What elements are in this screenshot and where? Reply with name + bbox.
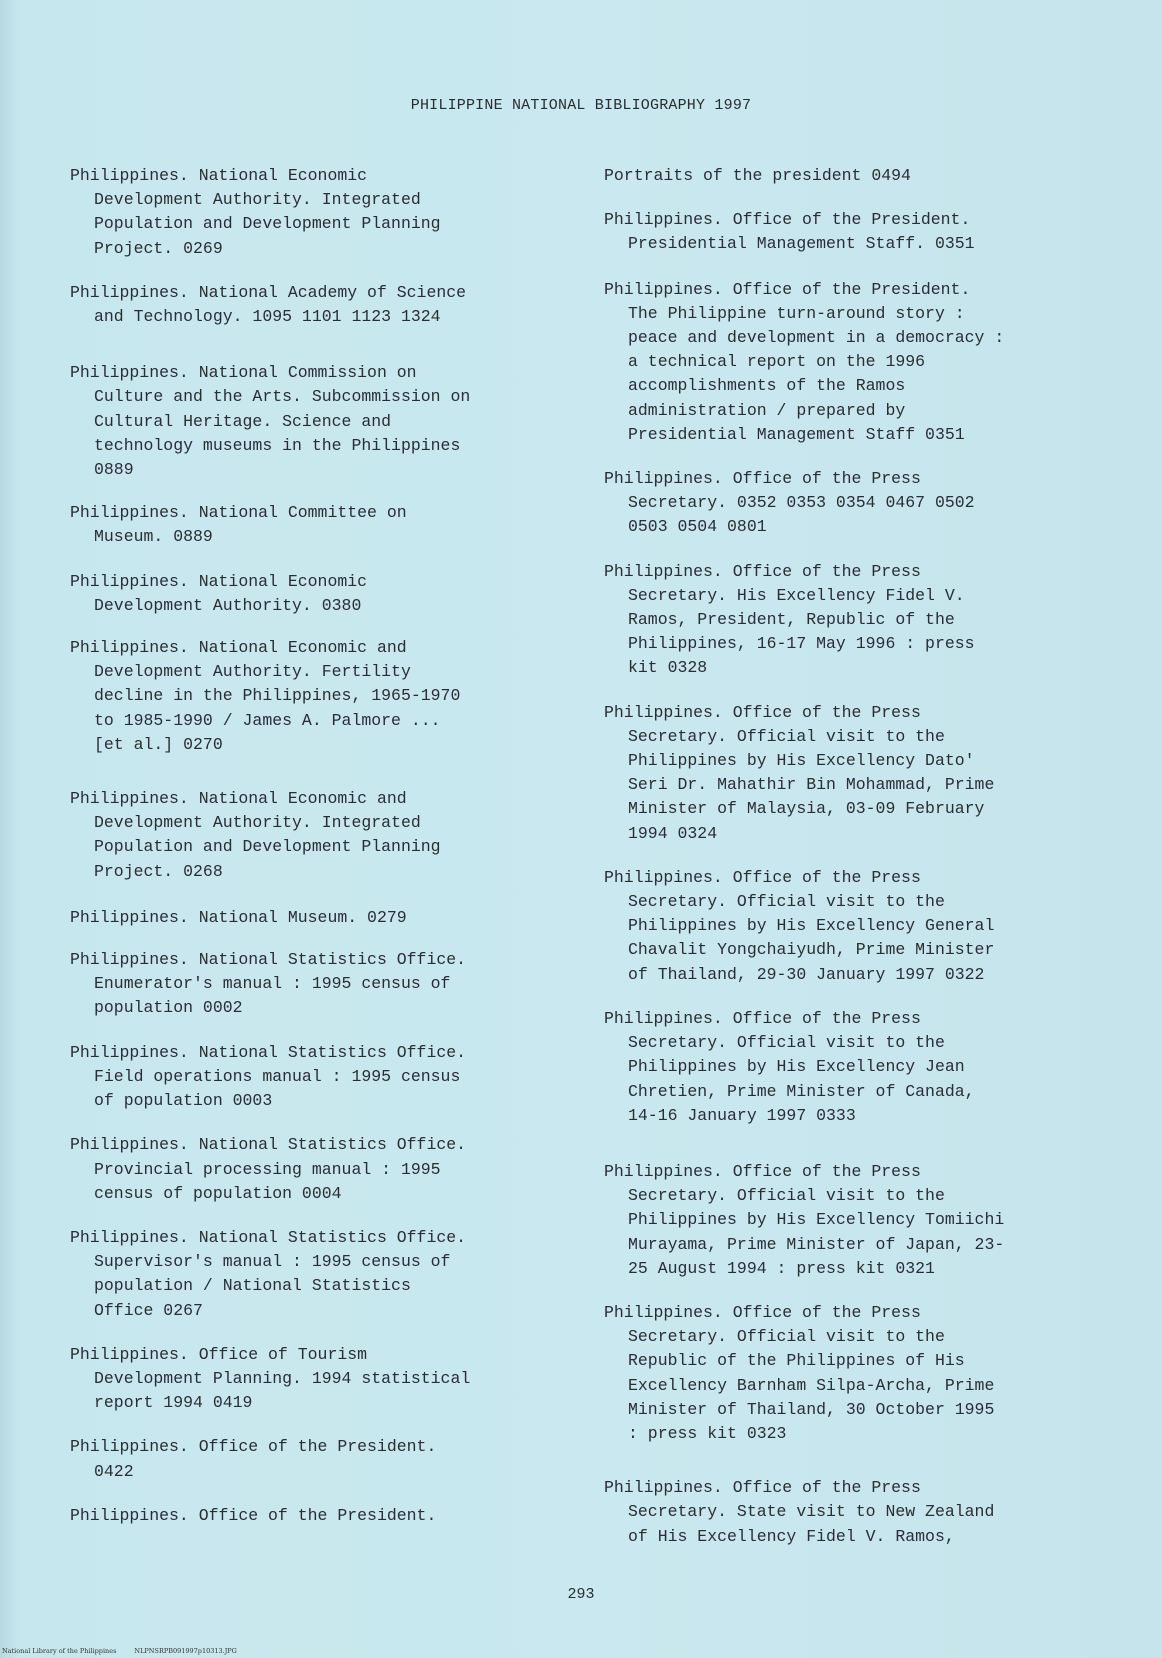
footer-library: National Library of the Philippines: [2, 1647, 117, 1655]
bibliography-entry: Philippines. Office of the Press Secretary. His Excellency Fidel V. Ramos, President, Republic of the Philippines, 16-17 May 1996 : press kit 0328: [604, 561, 975, 678]
page-number: 293: [567, 1586, 595, 1603]
bibliography-entry: Philippines. Office of the President.: [70, 1505, 437, 1525]
bibliography-entry: Philippines. National Museum. 0279: [70, 907, 407, 927]
bibliography-entry: Philippines. Office of the Press Secretary. State visit to New Zealand of His Excellency Fidel V. Ramos,: [604, 1478, 995, 1546]
right-column: [604, 164, 1149, 1549]
bibliography-entry: Philippines. National Economic Development Authority. Integrated Population and Development Planning Project. 0269: [70, 166, 441, 258]
bibliography-entry: Philippines. Office of the Press Secretary. Official visit to the Republic of the Philippines of His Excellency Barnham Silpa-Archa, Prime Minister of Thailand, 30 October 1995 : press kit 0323: [604, 1302, 995, 1443]
bibliography-entry: Philippines. National Academy of Science and Technology. 1095 1101 1123 1324: [70, 282, 467, 327]
bibliography-entry: Philippines. National Committee on Museum. 0889: [70, 503, 407, 547]
bibliography-entry: Philippines. Office of the Press Secretary. Official visit to the Philippines by His Excellency Tomiichi Murayama, Prime Minister of Japan, 23- 25 August 1994 : press kit 0321: [604, 1161, 1005, 1278]
bibliography-entry: Philippines. Office of the Press Secretary. 0352 0353 0354 0467 0502 0503 0504 0801: [604, 469, 975, 537]
bibliography-entry: Portraits of the president 0494: [604, 166, 911, 185]
bibliography-entry: Philippines. National Statistics Office. Field operations manual : 1995 census of population 0003: [70, 1042, 467, 1111]
bibliography-entry: Philippines. National Statistics Office. Supervisor's manual : 1995 census of population / National Statistics Office 0267: [70, 1227, 467, 1320]
bibliography-entry: Philippines. Office of the President. Presidential Management Staff. 0351: [604, 210, 975, 254]
left-column: [70, 164, 570, 1528]
footer-file: NLPNSRPB091997p10313.JPG: [134, 1647, 237, 1655]
bibliography-entry: Philippines. National Commission on Culture and the Arts. Subcommission on Cultural Heritage. Science and technology museums in the Philippines 0889: [70, 363, 471, 480]
bibliography-entry: Philippines. Office of the Press Secretary. Official visit to the Philippines by His Excellency Dato' Seri Dr. Mahathir Bin Mohammad, Prime Minister of Malaysia, 03-09 February 1994 0324: [604, 702, 995, 843]
bibliography-entry: Philippines. Office of Tourism Development Planning. 1994 statistical report 1994 0419: [70, 1344, 471, 1413]
scan-footer: [2, 1647, 255, 1655]
bibliography-entry: Philippines. National Statistics Office. Enumerator's manual : 1995 census of population 0002: [70, 950, 467, 1018]
bibliography-entry: Philippines. Office of the Press Secretary. Official visit to the Philippines by His Excellency General Chavalit Yongchaiyudh, Prime Minister of Thailand, 29-30 January 1997 0322: [604, 867, 995, 984]
bibliography-entry: Philippines. Office of the President. 0422: [70, 1437, 437, 1481]
bibliography-entry: Philippines. National Economic and Development Authority. Fertility decline in the Philippines, 1965-1970 to 1985-1990 / James A. Palmore ... [et al.] 0270: [70, 638, 461, 754]
bibliography-entry: Philippines. National Statistics Office. Provincial processing manual : 1995 census of population 0004: [70, 1135, 467, 1203]
bibliography-entry: Philippines. Office of the President. The Philippine turn-around story : peace and development in a democracy : a technical report on the 1996 accomplishments of the Ramos administration / prepared by Presidential Management Staff 0351: [604, 279, 1005, 444]
page-header: PHILIPPINE NATIONAL BIBLIOGRAPHY 1997: [410, 97, 752, 114]
bibliography-entry: Philippines. National Economic and Development Authority. Integrated Population and Development Planning Project. 0268: [70, 789, 441, 881]
bibliography-entry: Philippines. National Economic Development Authority. 0380: [70, 571, 368, 615]
bibliography-entry: Philippines. Office of the Press Secretary. Official visit to the Philippines by His Excellency Jean Chretien, Prime Minister of Canada, 14-16 January 1997 0333: [604, 1008, 975, 1125]
